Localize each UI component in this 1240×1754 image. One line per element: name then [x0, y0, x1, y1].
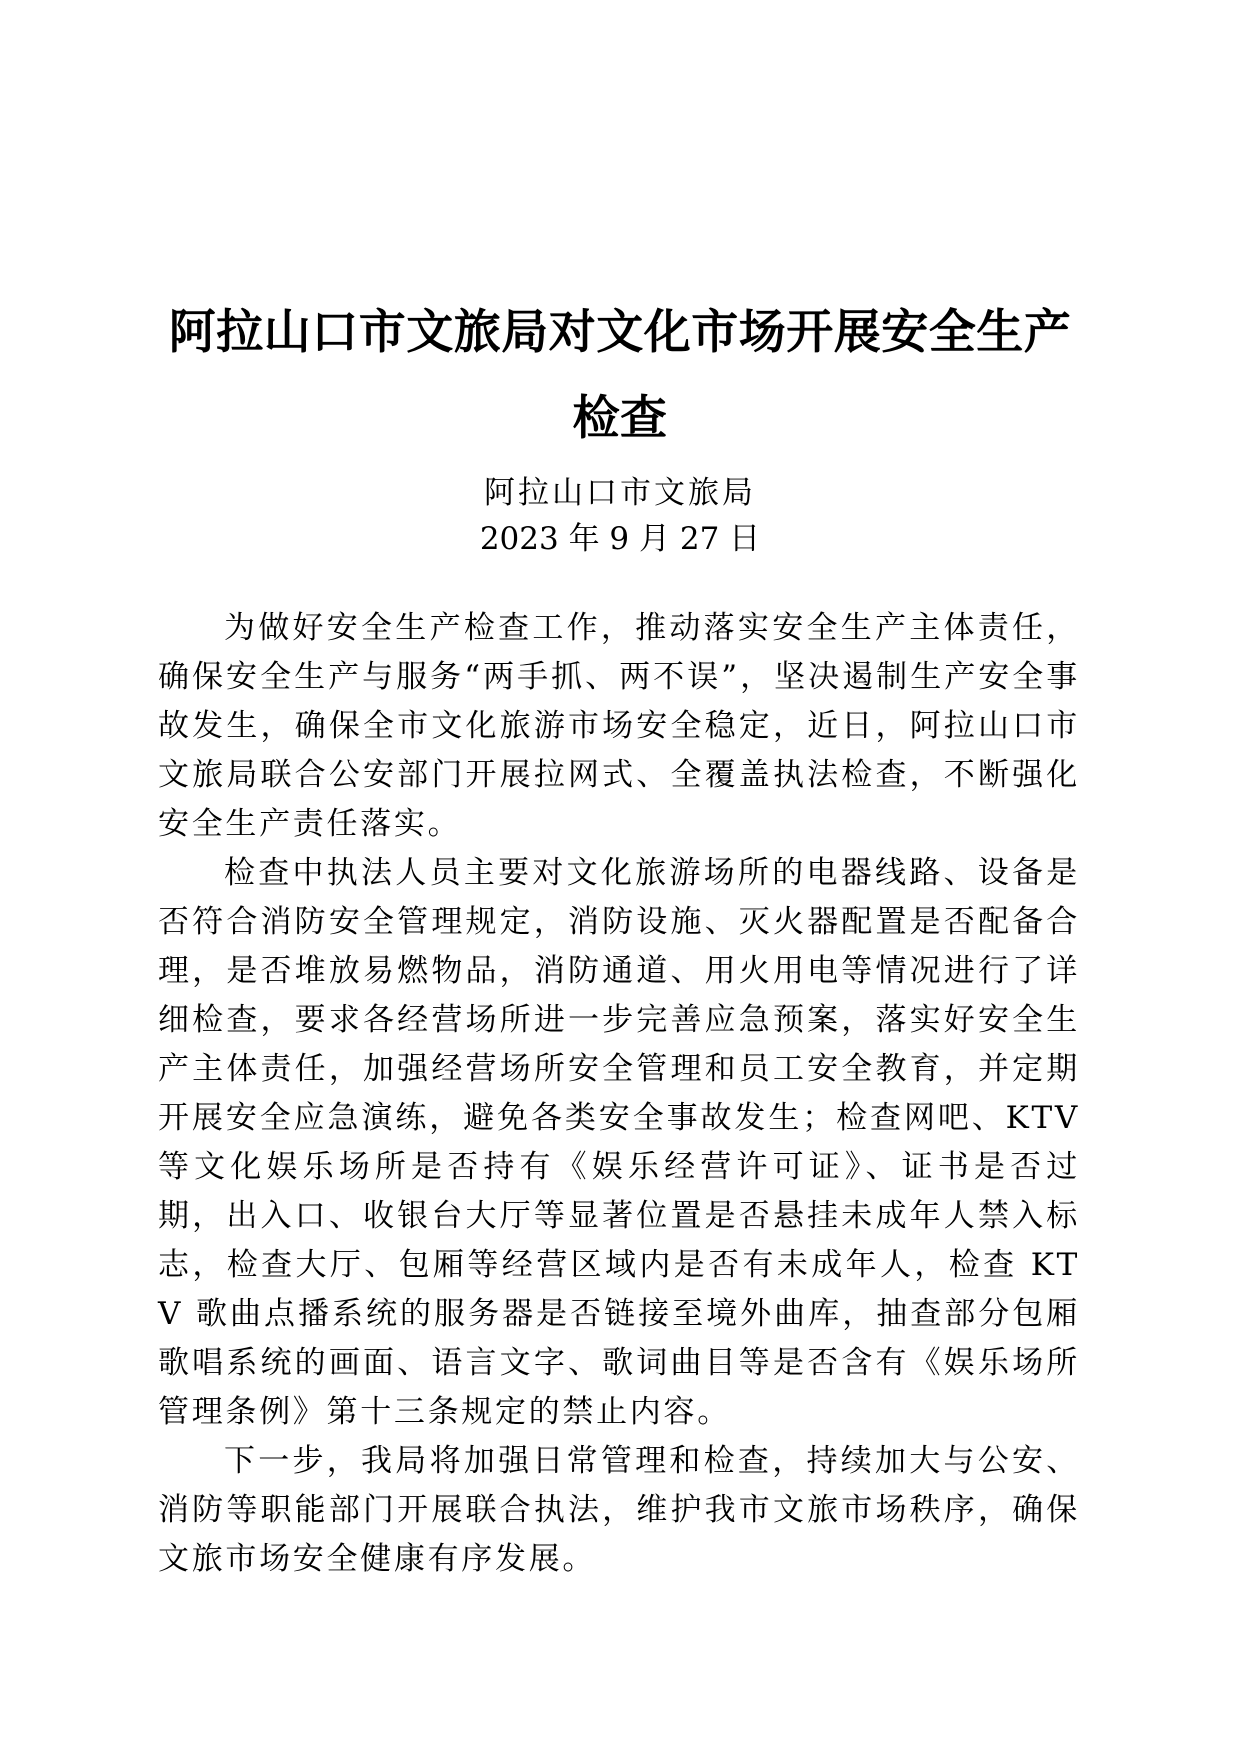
paragraph-1: 为做好安全生产检查工作，推动落实安全生产主体责任，确保安全生产与服务“两手抓、两不误”，坚决遏制生产安全事故发生，确保全市文化旅游市场安全稳定，近日，阿拉山口市文旅局联合公安部门开展拉网式、全覆盖执法检查，不断强化安全生产责任落实。: [158, 610, 1080, 842]
document-author: 阿拉山口市文旅局: [484, 475, 756, 511]
document-date: 2023 年 9 月 27 日: [479, 521, 761, 557]
document-meta: [150, 470, 1090, 562]
paragraph-2: 检查中执法人员主要对文化旅游场所的电器线路、设备是否符合消防安全管理规定，消防设施、灭火器配置是否配备合理，是否堆放易燃物品，消防通道、用火用电等情况进行了详细检查，要求各经营场所进一步完善应急预案，落实好安全生产主体责任，加强经营场所安全管理和员工安全教育，并定期开展安全应急演练，避免各类安全事故发生；检查网吧、KTV 等文化娱乐场所是否持有《娱乐经营许可证》、证书是否过期，出入口、收银台大厅等显著位置是否悬挂未成年人禁入标志，检查大厅、包厢等经营区域内是否有未成年人，检查 KTV 歌曲点播系统的服务器是否链接至境外曲库，抽查部分包厢歌唱系统的画面、语言文字、歌词曲目等是否含有《娱乐场所管理条例》第十三条规定的禁止内容。: [158, 855, 1080, 1430]
document-body: [158, 604, 1080, 1584]
document-title: 阿拉山口市文旅局对文化市场开展安全生产检查: [168, 305, 1072, 446]
paragraph-3: 下一步，我局将加强日常管理和检查，持续加大与公安、消防等职能部门开展联合执法，维护我市文旅市场秩序，确保文旅市场安全健康有序发展。: [158, 1443, 1080, 1577]
